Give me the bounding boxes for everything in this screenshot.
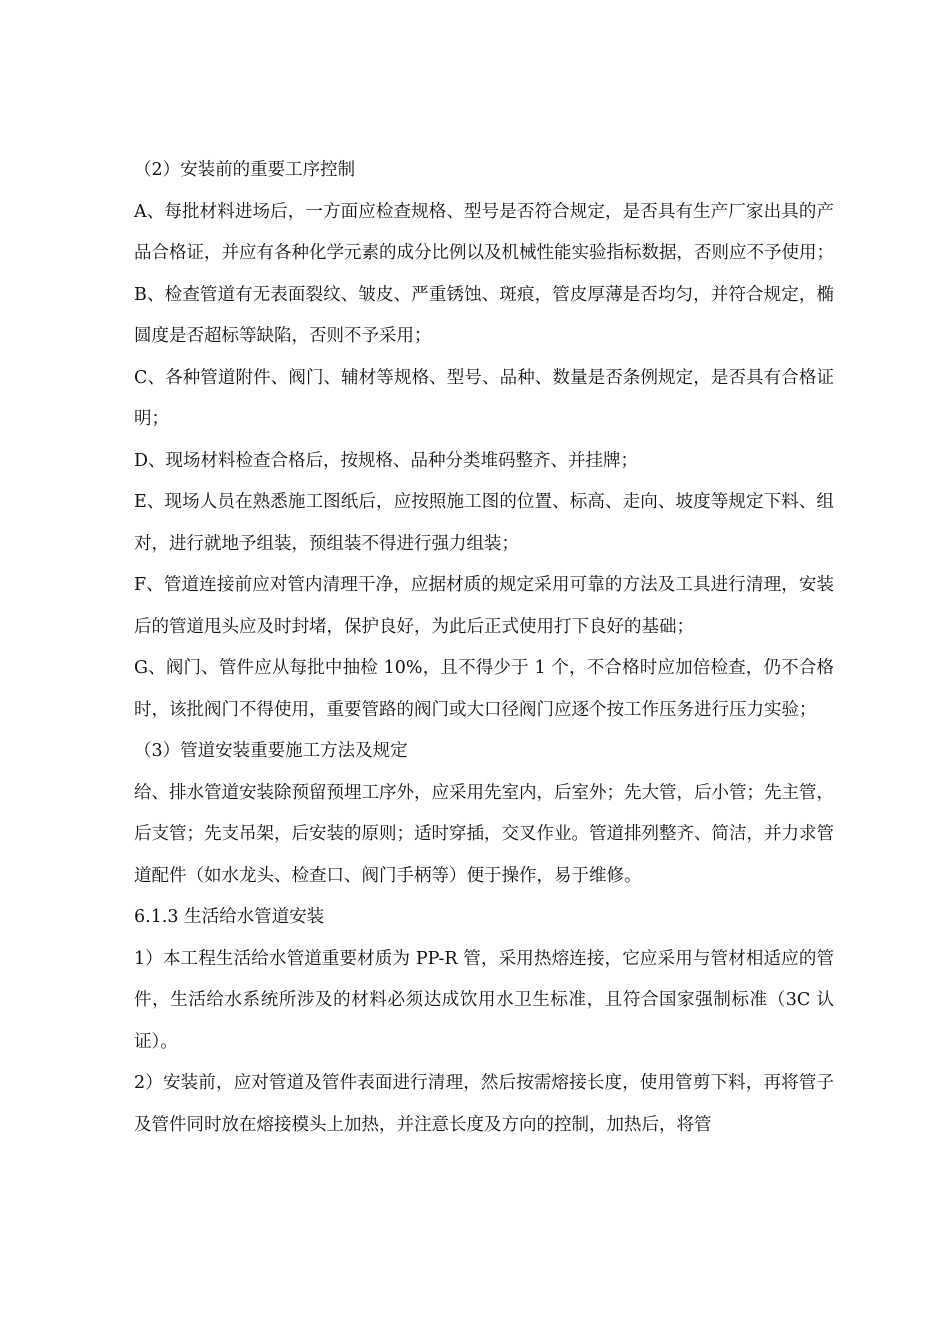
paragraph-install-principles: 给、排水管道安装除预留预埋工序外，应采用先室内，后室外；先大管，后小管；先主管，后支管；先支吊架，后安装的原则；适时穿插，交叉作业。管道排列整齐、简洁，并力求管道配件（如水龙头、检查口、阀门手柄等）便于操作，易于维修。: [134, 782, 834, 886]
paragraph-f: F、管道连接前应对管内清理干净，应据材质的规定采用可靠的方法及工具进行清理，安装后的管道甩头应及时封堵，保护良好，为此后正式使用打下良好的基础；: [134, 575, 834, 637]
paragraph-c: C、各种管道附件、阀门、辅材等规格、型号、品种、数量是否条例规定，是否具有合格证明；: [134, 367, 834, 429]
paragraph-b: B、检查管道有无表面裂纹、皱皮、严重锈蚀、斑痕，管皮厚薄是否均匀，并符合规定，椭圆度是否超标等缺陷，否则不予采用；: [134, 284, 834, 346]
paragraph-item-2: 2）安装前，应对管道及管件表面进行清理，然后按需熔接长度，使用管剪下料，再将管子及管件同时放在熔接模头上加热，并注意长度及方向的控制，加热后，将管: [134, 1073, 834, 1135]
section-heading-pre-install-control: （2）安装前的重要工序控制: [134, 160, 356, 180]
paragraph-e: E、现场人员在熟悉施工图纸后，应按照施工图的位置、标高、走向、坡度等规定下料、组对，进行就地予组装，预组装不得进行强力组装；: [134, 492, 834, 554]
document-body: [134, 150, 834, 1146]
section-heading-6-1-3: 6.1.3 生活给水管道安装: [134, 907, 325, 927]
paragraph-a: A、每批材料进场后，一方面应检查规格、型号是否符合规定，是否具有生产厂家出具的产品合格证，并应有各种化学元素的成分比例以及机械性能实验指标数据，否则应不予使用；: [134, 201, 834, 263]
section-heading-install-methods: （3）管道安装重要施工方法及规定: [134, 741, 408, 761]
paragraph-g: G、阀门、管件应从每批中抽检 10%，且不得少于 1 个，不合格时应加倍检查，仍不合格时，该批阀门不得使用，重要管路的阀门或大口径阀门应逐个按工作压务进行压力实验；: [134, 658, 834, 720]
paragraph-d: D、现场材料检查合格后，按规格、品种分类堆码整齐、并挂牌；: [134, 450, 639, 471]
paragraph-item-1: 1）本工程生活给水管道重要材质为 PP-R 管，采用热熔连接，它应采用与管材相适应的管件，生活给水系统所涉及的材料必须达成饮用水卫生标准，且符合国家强制标准（3C 认证）。: [134, 948, 834, 1052]
